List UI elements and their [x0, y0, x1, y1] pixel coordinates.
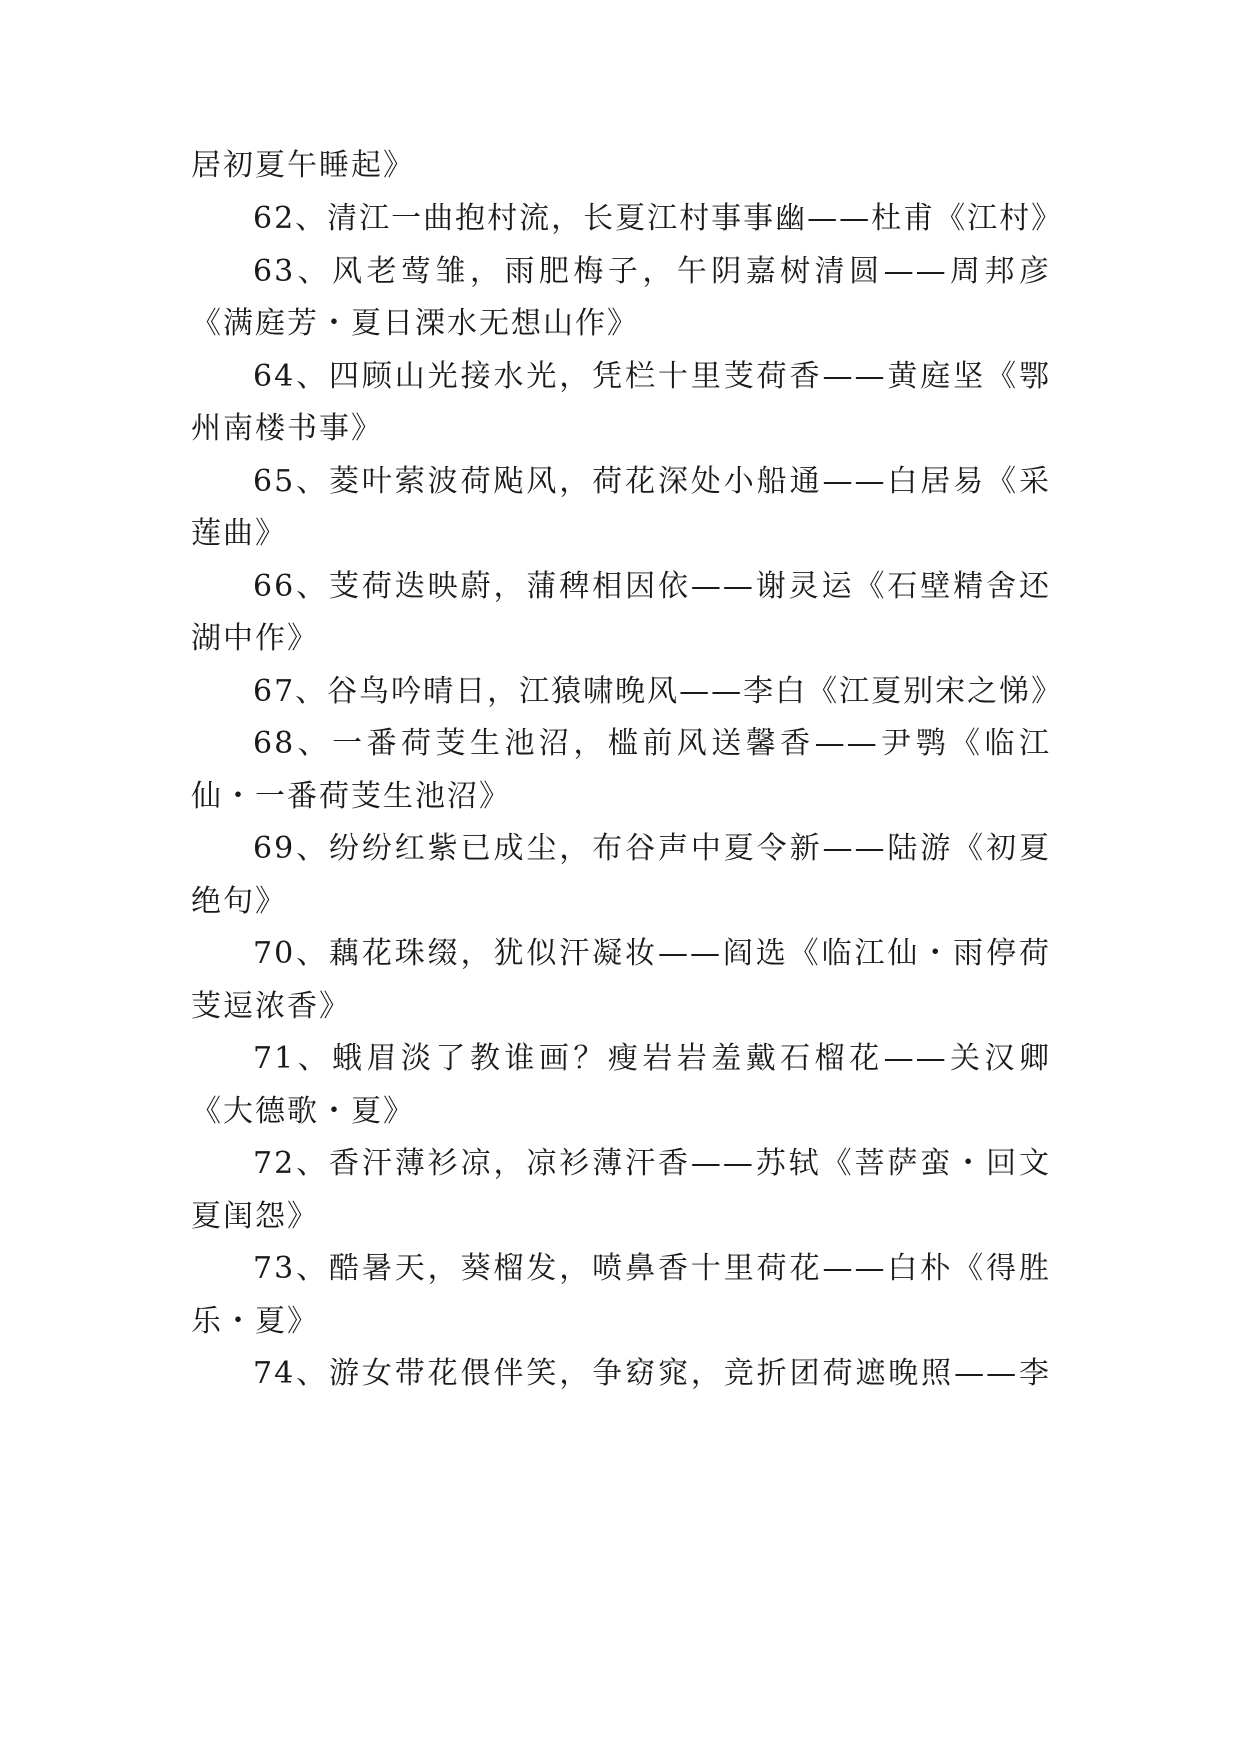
text-line: 63、风老莺雏，雨肥梅子，午阴嘉树清圆——周邦彦	[253, 254, 1051, 289]
text-line: 湖中作》	[191, 621, 319, 656]
text-line: 73、酷暑天，葵榴发，喷鼻香十里荷花——白朴《得胜	[253, 1251, 1051, 1286]
text-line: 夏闺怨》	[191, 1199, 319, 1234]
text-line: 绝句》	[191, 884, 287, 919]
text-line: 69、纷纷红紫已成尘，布谷声中夏令新——陆游《初夏	[253, 831, 1051, 866]
text-line: 66、芰荷迭映蔚，蒲稗相因依——谢灵运《石壁精舍还	[253, 569, 1051, 604]
text-line: 71、蛾眉淡了教谁画？瘦岩岩羞戴石榴花——关汉卿	[253, 1041, 1051, 1076]
text-line: 70、藕花珠缀，犹似汗凝妆——阎选《临江仙・雨停荷	[253, 936, 1051, 971]
text-line: 《满庭芳・夏日溧水无想山作》	[191, 306, 639, 341]
text-line: 州南楼书事》	[191, 411, 383, 446]
text-line: 62、清江一曲抱村流，长夏江村事事幽——杜甫《江村》	[253, 201, 1064, 236]
text-line: 《大德歌・夏》	[191, 1094, 415, 1129]
text-line: 74、游女带花偎伴笑，争窈窕，竞折团荷遮晚照——李	[253, 1356, 1051, 1391]
text-line: 65、菱叶萦波荷飐风，荷花深处小船通——白居易《采	[253, 464, 1051, 499]
text-line: 乐・夏》	[191, 1304, 319, 1339]
text-line: 67、谷鸟吟晴日，江猿啸晚风——李白《江夏别宋之悌》	[253, 674, 1064, 709]
text-line: 芰逗浓香》	[191, 989, 351, 1024]
text-line: 仙・一番荷芰生池沼》	[191, 779, 511, 814]
text-line: 68、一番荷芰生池沼，槛前风送馨香——尹鹗《临江	[253, 726, 1051, 761]
text-line: 64、四顾山光接水光，凭栏十里芰荷香——黄庭坚《鄂	[253, 359, 1051, 394]
text-line: 72、香汗薄衫凉，凉衫薄汗香——苏轼《菩萨蛮・回文	[253, 1146, 1051, 1181]
text-line: 莲曲》	[191, 516, 287, 551]
text-line: 居初夏午睡起》	[191, 148, 415, 183]
